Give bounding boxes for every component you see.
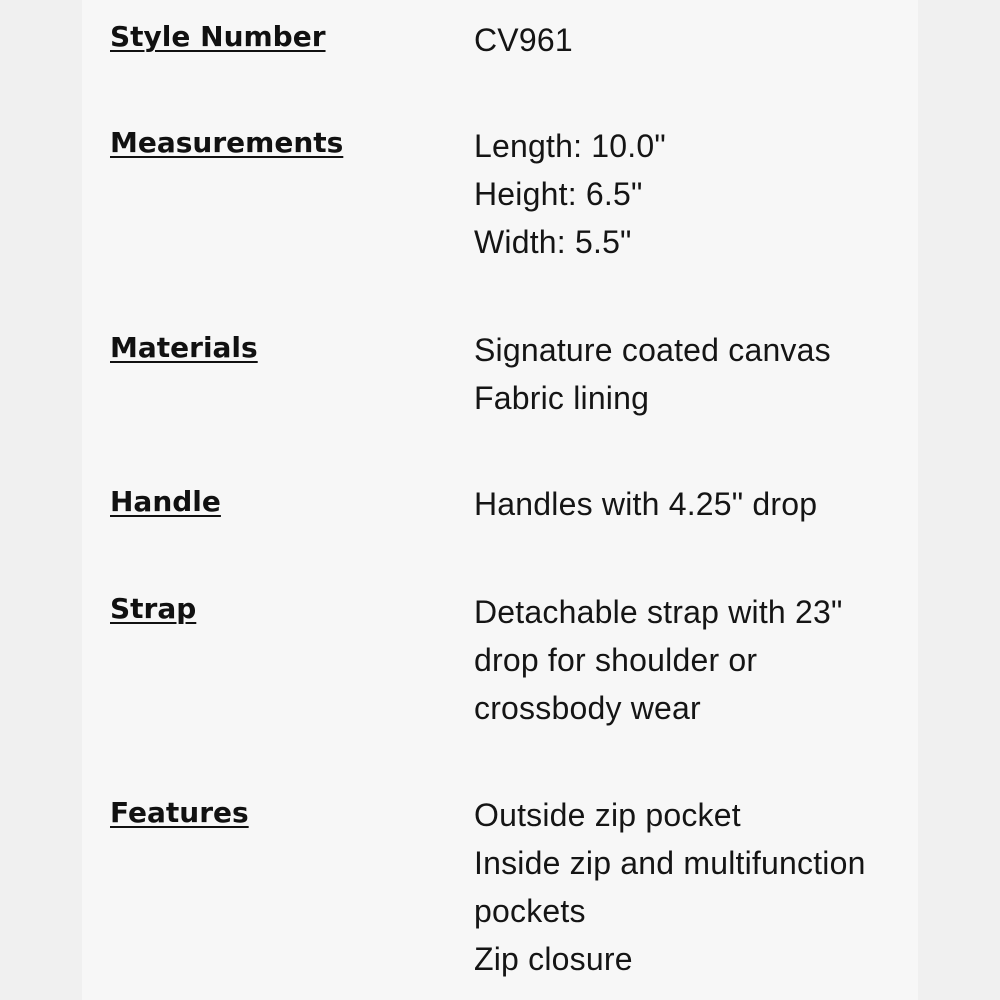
spec-values-style-number (474, 16, 914, 64)
spec-values-measurements (474, 122, 914, 266)
spec-value-feature-3: pockets (474, 893, 586, 929)
spec-values-materials (474, 326, 914, 422)
spec-value-feature-1: Outside zip pocket (474, 797, 741, 833)
spec-value-handle-drop: Handles with 4.25" drop (474, 486, 818, 522)
spec-value-height: Height: 6.5" (474, 176, 643, 212)
spec-values-strap (474, 588, 914, 732)
spec-values-features (474, 791, 914, 983)
spec-value-width: Width: 5.5" (474, 224, 632, 260)
spec-value-strap-line-1: Detachable strap with 23" (474, 594, 843, 630)
spec-value-material-1: Signature coated canvas (474, 332, 831, 368)
spec-label-strap: Strap (110, 592, 197, 625)
spec-value-strap-line-2: drop for shoulder or (474, 642, 758, 678)
spec-value-material-2: Fabric lining (474, 380, 650, 416)
spec-value-strap-line-3: crossbody wear (474, 690, 701, 726)
spec-label-features: Features (110, 796, 249, 829)
spec-values-handle (474, 480, 914, 528)
spec-label-materials: Materials (110, 331, 258, 364)
product-specs-panel (82, 0, 918, 1000)
spec-label-handle: Handle (110, 485, 221, 518)
spec-value-length: Length: 10.0" (474, 128, 666, 164)
spec-label-style-number: Style Number (110, 20, 326, 53)
spec-label-measurements: Measurements (110, 126, 344, 159)
spec-value-style-number: CV961 (474, 22, 573, 58)
spec-value-feature-4: Zip closure (474, 941, 633, 977)
spec-value-feature-2: Inside zip and multifunction (474, 845, 866, 881)
